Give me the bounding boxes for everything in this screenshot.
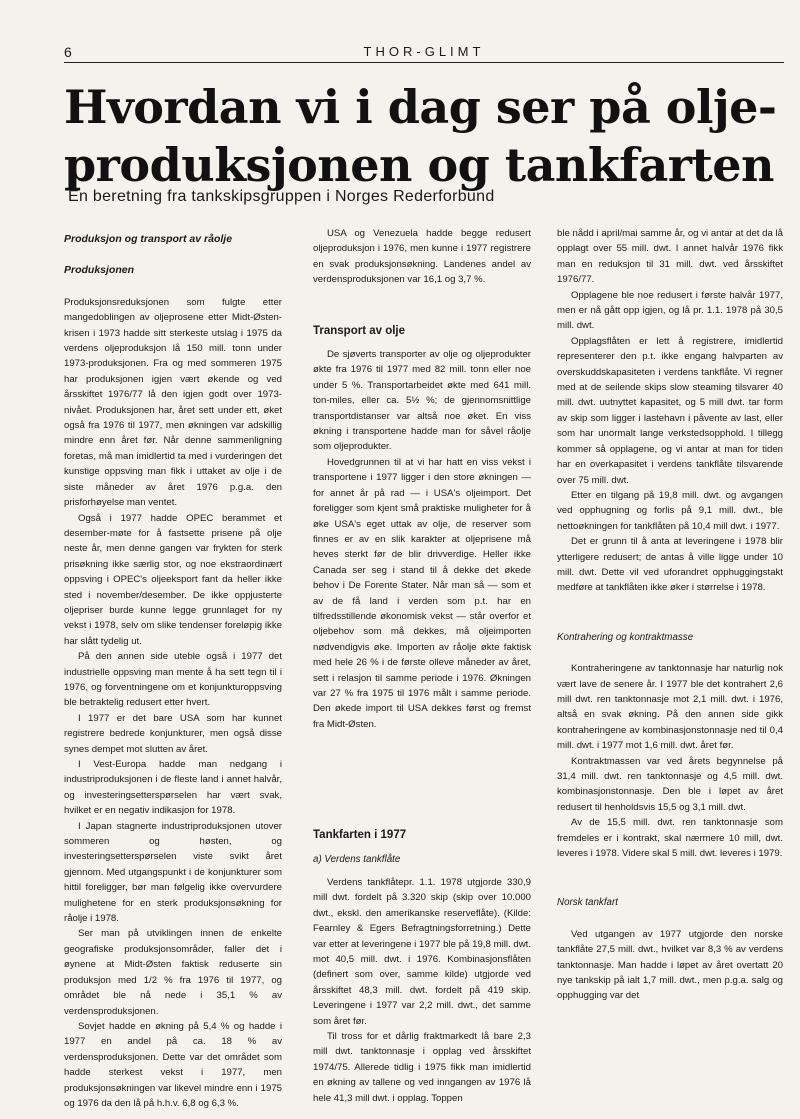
section-heading: Produksjon og transport av råolje xyxy=(64,233,233,245)
paragraph: Opplagsflåten er lett å registrere, imidlertid representerer den p.t. ikke engang halvparten av overskuddskapasiteten i verdens tankflåte. Vi regner med at de seilende skips slow steaming tilsvarer 40 mill. dwt. uutnyttet kapasitet, og 5 mill dwt. tar form av skip som ligger i lastehavn i påvente av last, eller som har unormalt lange verkstedsopphold. I tillegg kommer så opplagene, og vi antar at man for tiden har en overkapasitet i verdens tankflåte tilsvarende over 75 mill. dwt. xyxy=(557,335,783,486)
paragraph: Av de 15,5 mill. dwt. ren tanktonnasje som fremdeles er i kontrakt, skal nærmere 10 mill, dwt. leveres i 1978. Videre skal 5 mill. dwt. leveres i 1979. xyxy=(557,817,783,860)
page-number: 6 xyxy=(64,44,72,60)
text-column-3 xyxy=(557,226,783,1004)
paragraph: Til tross for et dårlig fraktmarkedt lå bare 2,3 mill dwt. tanktonnasje i opplag ved årsskiftet 1974/75. Allerede tidlig i 1975 fikk man imidlertid en økning av tallene og ved inngangen av 1976 lå hele 41,3 mill dwt. i opplag. Toppen xyxy=(313,1031,531,1104)
paragraph: Verdens tankflåtepr. 1.1. 1978 utgjorde 330,9 mill dwt. fordelt på 3.320 skip (skip over 10.000 dwt., ekskl. den amerikanske reserveflåte). (Kilde: Fearnley & Egers Befragtningsforretning.) Dette var etter at leveringene i 1977 ble på 19,8 mill. dwt. mot 40,5 mill. dwt. i 1976. Kombinasjonsflåten (definert som over, samme kilde) utgjorde ved årsskiftet 48,3 mill. dwt. fordelt på 419 skip. Leveringene i 1977 var 2,2 mill. dwt., det samme som året før. xyxy=(313,877,531,1027)
paragraph: Sovjet hadde en økning på 5,4 % og hadde i 1977 en andel på ca. 18 % av verdensproduksjonen. Dette var det området som hadde sterkest vekst i 1977, men produksjonsøkningen var likevel mindre enn i 1975 og 1976 da den lå på h.h.v. 6,8 og 6,3 %. xyxy=(64,1020,282,1109)
paragraph: Kontraktmassen var ved årets begynnelse på 31,4 mill. dwt. ren tanktonnasje og 4,5 mill. dwt. kombinasjonstonnasje. Den ble i løpet av året redusert til henholdsvis 15,5 og 3,1 mill. dwt. xyxy=(557,755,783,813)
publication-name: THOR-GLIMT xyxy=(363,44,485,59)
paragraph: Ser man på utviklingen innen de enkelte geografiske produksjonsområder, faller det i øynene at Midt-Østen faktisk reduserte sin produksjon med 1/2 % fra 1976 til 1977, og området ble nå nede i 35,1 % av verdensproduksjonen. xyxy=(64,928,282,1017)
section-heading: Norsk tankfart xyxy=(557,897,618,909)
paragraph: USA og Venezuela hadde begge redusert oljeproduksjon i 1976, men kunne i 1977 registrere en svak produksjonsøkning. Landenes andel av verdensproduksjonen var 16,1 og 3,7 %. xyxy=(313,228,531,286)
section-subheading: a) Verdens tankflåte xyxy=(313,853,401,865)
text-column-1 xyxy=(64,226,282,1111)
section-heading: Kontrahering og kontraktmasse xyxy=(557,631,694,643)
paragraph: På den annen side uteble også i 1977 det industrielle oppsving man mente å ha sett tegn til i 1976, og forventningene om et konjunkturoppsving ble betraktelig redusert etter hvert. xyxy=(64,651,282,709)
section-subheading: Produksjonen xyxy=(64,264,135,277)
paragraph: I Vest-Europa hadde man nedgang i industriproduksjonen i de fleste land i annet halvår, og investeringsetterspørselen har vært svak, hvilket er en negativ indikasjon for 1978. xyxy=(64,759,282,817)
paragraph: Ved utgangen av 1977 utgjorde den norske tankflåte 27,5 mill. dwt., hvilket var 8,3 % av verdens tanktonnasje. Man hadde i løpet av året overtatt 20 nye tankskip på ialt 1,7 mill. dwt., men p.g.a. salg og opphugging var det xyxy=(557,928,783,1002)
paragraph: I 1977 er det bare USA som har kunnet registrere bedrede konjunkturer, men også disse synes dempet mot slutten av året. xyxy=(64,712,282,755)
article-subtitle: En beretning fra tankskipsgruppen i Norges Rederforbund xyxy=(68,188,495,205)
paragraph: Opplagene ble noe redusert i første halvår 1977, men er nå gått opp igjen, og lå pr. 1.1. 1978 på 30,5 mill. dwt. xyxy=(557,289,783,332)
paragraph: Hovedgrunnen til at vi har hatt en viss vekst i transportene i 1977 ligger i den store økningen — for annet år på rad — i USA's oljeimport. Det foreligger som kjent små praktiske muligheter for å øke USA's eget uttak av olje, de reserver som finnes er av en slik karakter at oljeprisene må heves sterkt før de blir drivverdige. Heller ikke Canada ser seg i stand til å dekke det økede behov i De Forente Stater. Når man så — som et av de få land i verden som p.t. har en tilfredsstillende økonomisk vekst — står overfor et oljebehov som må dekkes, må oljeimporten nødvendigvis øke. Importen av råolje økte faktisk med hele 26 % i de første olleve måneder av året, sett i relasjon til samme periode i 1976. Økningen var 27 % fra 1975 til 1976 målt i samme periode. Den økede import til USA dekkes først og fremst fra Midt-Østen. xyxy=(313,456,531,730)
paragraph: ble nådd i april/mai samme år, og vi antar at det da lå opplagt over 55 mill. dwt. I annet halvår 1976 fikk man en reduksjon til 31 mill. dwt. ved årsskiftet 1976/77. xyxy=(557,228,783,286)
paragraph: De sjøverts transporter av olje og oljeprodukter økte fra 1976 til 1977 med 82 mill. tonn eller noe under 5 %. Transportarbeidet økte med 641 mill. ton-miles, eller ca. 5½ %; de gjennomsnittlige transportdistanser var altså noe øket. En viss økning i transportene hadde man for såvel råolje som oljeprodukter. xyxy=(313,349,531,453)
paragraph: Produksjonsreduksjonen som fulgte etter mangedoblingen av oljeprosene etter Midt-Østen-krisen i 1973 hadde sitt sterkeste utslag i 1975 da verdens oljeproduksjon lå 150 mill. tonn under 1973-produksjonen. Fra og med sommeren 1975 har produksjonen igjen vært økende og ved årsskiftet 1976/77 lå den igjen godt over 1973-nivået. Produksjonen har, året sett under ett, øket også fra 1976 til 1977, men økningen var adskillig mindre enn året før. Når denne sammenligning foretas, må man imidlertid ta med i vurderingen det kunstige oppsving man fikk i uttaket av olje i de siste måneder av året 1976 p.g.a. den prisforhøyelse man ventet. xyxy=(64,296,282,509)
paragraph: Det er grunn til å anta at leveringene i 1978 blir ytterligere redusert; de antas å ville ligge under 10 mill. dwt. Dette vil ved uforandret opphuggingstakt medføre at tankflåten ikke øker i størrelse i 1978. xyxy=(557,536,783,594)
article-title: Hvordan vi i dag ser på olje-produksjonen og tankfarten xyxy=(64,80,777,192)
section-heading: Transport av olje xyxy=(313,324,406,337)
paragraph: I Japan stagnerte industriproduksjonen utover sommeren og høsten, og investeringsetterspørselen viste svikt året gjennom. Med utgangspunkt i de konjunkturer som hittil foreligger, bør man følgelig ikke overvurdere mulighetene for en sterk produksjonsøkning for råolje i 1978. xyxy=(64,820,282,925)
section-heading: Tankfarten i 1977 xyxy=(313,829,407,842)
text-column-2 xyxy=(313,226,531,1106)
paragraph: Også i 1977 hadde OPEC berammet et desember-møte for å fastsette prisene på olje neste år, men denne gangen var frykten for sterk prisøkning ikke særlig stor, og noe ekstraordinært oppsving i OPEC's oljeeksport fant da heller ikke sted i november/desember. De ikke oppjusterte oljepriser burde kunne legge grunnlaget for ny vekst i 1978, selv om slike tendenser foreløpig ikke har slått tydelig ut. xyxy=(64,512,282,647)
paragraph: Kontraheringene av tanktonnasje har naturlig nok vært lave de senere år. I 1977 ble det kontrahert 2,6 mill dwt. ren tanktonnasje mot 2,1 mill. dwt. i 1976, altså en svak økning. På den annen side gikk kontraheringene av kombinasjonstonnasje ned til 0,4 mill. dwt. i 1977 mot 1,6 mill. dwt. året før. xyxy=(557,663,783,752)
page-header xyxy=(64,44,784,63)
paragraph: Etter en tilgang på 19,8 mill. dwt. og avgangen ved opphugning og forlis på 9,1 mill. dwt., ble nettoøkningen for tankflåten på 10,4 mill dwt. i 1977. xyxy=(557,489,783,532)
